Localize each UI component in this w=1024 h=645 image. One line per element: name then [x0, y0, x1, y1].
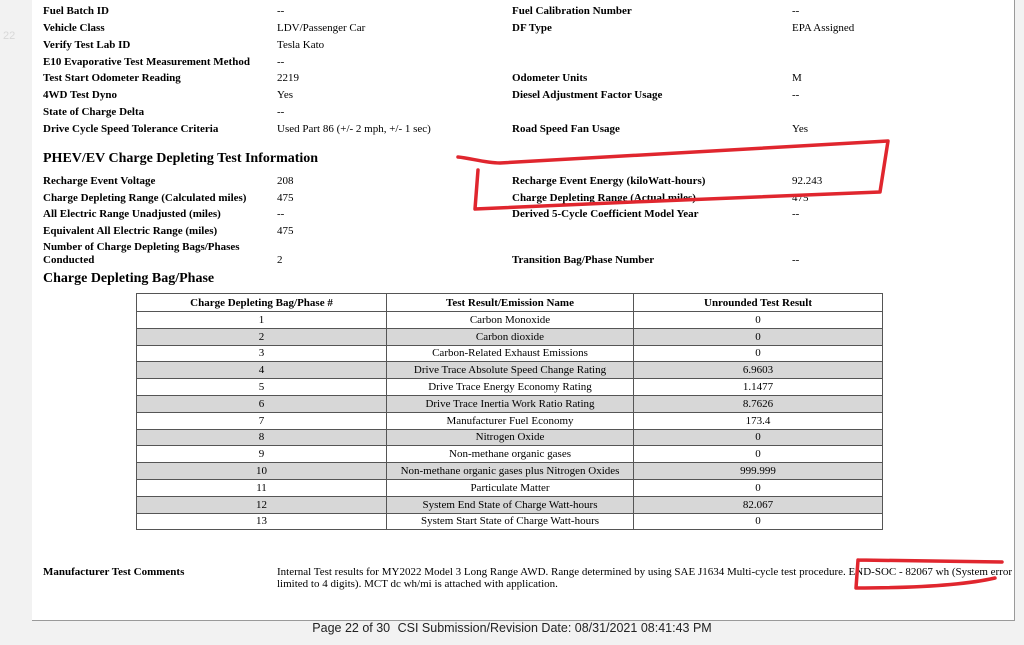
bag-phase-number: 5 [137, 379, 387, 396]
field-label: E10 Evaporative Test Measurement Method [43, 56, 250, 68]
result-name: Non-methane organic gases plus Nitrogen Oxides [387, 463, 634, 480]
bag-phase-number: 8 [137, 429, 387, 446]
field-label: Recharge Event Energy (kiloWatt-hours) [512, 175, 706, 187]
footer-submission-date: CSI Submission/Revision Date: 08/31/2021 08:41:43 PM [397, 621, 712, 635]
field-value: -- [792, 5, 800, 17]
result-name: Carbon Monoxide [387, 312, 634, 329]
result-name: Carbon-Related Exhaust Emissions [387, 345, 634, 362]
field-value: 475 [277, 192, 294, 204]
bag-phase-number: 9 [137, 446, 387, 463]
bag-phase-number: 10 [137, 463, 387, 480]
field-label: DF Type [512, 22, 552, 34]
field-value: -- [277, 106, 285, 118]
table-row [137, 379, 883, 396]
bag-phase-number: 3 [137, 345, 387, 362]
bag-phase-number: 1 [137, 312, 387, 329]
table-row [137, 345, 883, 362]
field-label: Road Speed Fan Usage [512, 123, 620, 135]
table-row [137, 496, 883, 513]
field-value: -- [792, 89, 800, 101]
field-label: Test Start Odometer Reading [43, 72, 181, 84]
field-label: State of Charge Delta [43, 106, 145, 118]
table-row [137, 312, 883, 329]
field-label: Fuel Calibration Number [512, 5, 632, 17]
result-name: Nitrogen Oxide [387, 429, 634, 446]
field-label: Vehicle Class [43, 22, 105, 34]
result-value: 0 [634, 513, 883, 530]
field-value: Used Part 86 (+/- 2 mph, +/- 1 sec) [277, 123, 431, 135]
field-label: Verify Test Lab ID [43, 39, 131, 51]
result-value: 0 [634, 446, 883, 463]
field-value: 475 [792, 192, 809, 204]
field-value: -- [277, 5, 285, 17]
comments-label: Manufacturer Test Comments [43, 566, 185, 578]
table-row [137, 328, 883, 345]
field-value: 2219 [277, 72, 299, 84]
section-title-bag-phase: Charge Depleting Bag/Phase [43, 271, 215, 286]
column-header: Test Result/Emission Name [387, 294, 634, 312]
result-name: Drive Trace Energy Economy Rating [387, 379, 634, 396]
field-label: Charge Depleting Range (Actual miles) [512, 192, 696, 204]
field-value: -- [277, 208, 285, 220]
bag-phase-number: 11 [137, 479, 387, 496]
result-name: Drive Trace Absolute Speed Change Rating [387, 362, 634, 379]
field-value: -- [792, 254, 800, 266]
table-row [137, 395, 883, 412]
field-value: Yes [277, 89, 294, 101]
table-header-row [137, 294, 883, 312]
table-row [137, 429, 883, 446]
table-row [137, 446, 883, 463]
field-label: 4WD Test Dyno [43, 89, 117, 101]
result-name: Non-methane organic gases [387, 446, 634, 463]
column-header: Charge Depleting Bag/Phase # [137, 294, 387, 312]
field-label: Transition Bag/Phase Number [512, 254, 655, 266]
field-value: -- [792, 208, 800, 220]
field-label: All Electric Range Unadjusted (miles) [43, 208, 221, 220]
field-label: Diesel Adjustment Factor Usage [512, 89, 663, 101]
result-value: 0 [634, 345, 883, 362]
result-name: Manufacturer Fuel Economy [387, 412, 634, 429]
table-row [137, 479, 883, 496]
result-value: 0 [634, 479, 883, 496]
bag-phase-number: 6 [137, 395, 387, 412]
field-label: Drive Cycle Speed Tolerance Criteria [43, 123, 219, 135]
field-value: 2 [277, 254, 283, 266]
field-label: Odometer Units [512, 72, 588, 84]
result-value: 0 [634, 328, 883, 345]
table-row [137, 463, 883, 480]
result-name: System Start State of Charge Watt-hours [387, 513, 634, 530]
bag-phase-number: 13 [137, 513, 387, 530]
field-value: 92.243 [792, 175, 823, 187]
bag-phase-number: 12 [137, 496, 387, 513]
table-row [137, 513, 883, 530]
field-label: Fuel Batch ID [43, 5, 109, 17]
charge-depleting-table [136, 293, 883, 530]
table-row [137, 412, 883, 429]
side-page-number: 22 [3, 30, 16, 42]
field-value: 208 [277, 175, 294, 187]
bag-phase-number: 2 [137, 328, 387, 345]
field-value: Yes [792, 123, 809, 135]
field-label: Recharge Event Voltage [43, 175, 156, 187]
field-label: Equivalent All Electric Range (miles) [43, 225, 218, 237]
comments-text: Internal Test results for MY2022 Model 3 Long Range AWD. Range determined by using SAE J1634 Multi-cycle test procedure. END-SOC - 82067 wh (System error limited to 4 digits). MCT dc wh/mi is attached with application. [277, 566, 1013, 590]
document-page [32, 0, 1015, 621]
result-name: System End State of Charge Watt-hours [387, 496, 634, 513]
bag-phase-number: 7 [137, 412, 387, 429]
result-name: Carbon dioxide [387, 328, 634, 345]
field-value: LDV/Passenger Car [277, 22, 366, 34]
table-row [137, 362, 883, 379]
field-label: Charge Depleting Range (Calculated miles) [43, 192, 247, 204]
result-value: 999.999 [634, 463, 883, 480]
column-header: Unrounded Test Result [634, 294, 883, 312]
result-name: Drive Trace Inertia Work Ratio Rating [387, 395, 634, 412]
field-label: Derived 5-Cycle Coefficient Model Year [512, 208, 699, 220]
page-footer [0, 621, 1024, 635]
field-label: Number of Charge Depleting Bags/Phases Conducted [43, 241, 240, 266]
result-value: 0 [634, 429, 883, 446]
field-value: -- [277, 56, 285, 68]
field-value: 475 [277, 225, 294, 237]
result-value: 82.067 [634, 496, 883, 513]
bag-phase-number: 4 [137, 362, 387, 379]
result-value: 8.7626 [634, 395, 883, 412]
result-value: 1.1477 [634, 379, 883, 396]
result-name: Particulate Matter [387, 479, 634, 496]
result-value: 0 [634, 312, 883, 329]
footer-page-number: Page 22 of 30 [312, 621, 391, 635]
result-value: 173.4 [634, 412, 883, 429]
result-value: 6.9603 [634, 362, 883, 379]
field-value: Tesla Kato [277, 39, 325, 51]
section-title-phev: PHEV/EV Charge Depleting Test Information [43, 151, 319, 166]
field-value: M [792, 72, 802, 84]
field-value: EPA Assigned [792, 22, 855, 34]
